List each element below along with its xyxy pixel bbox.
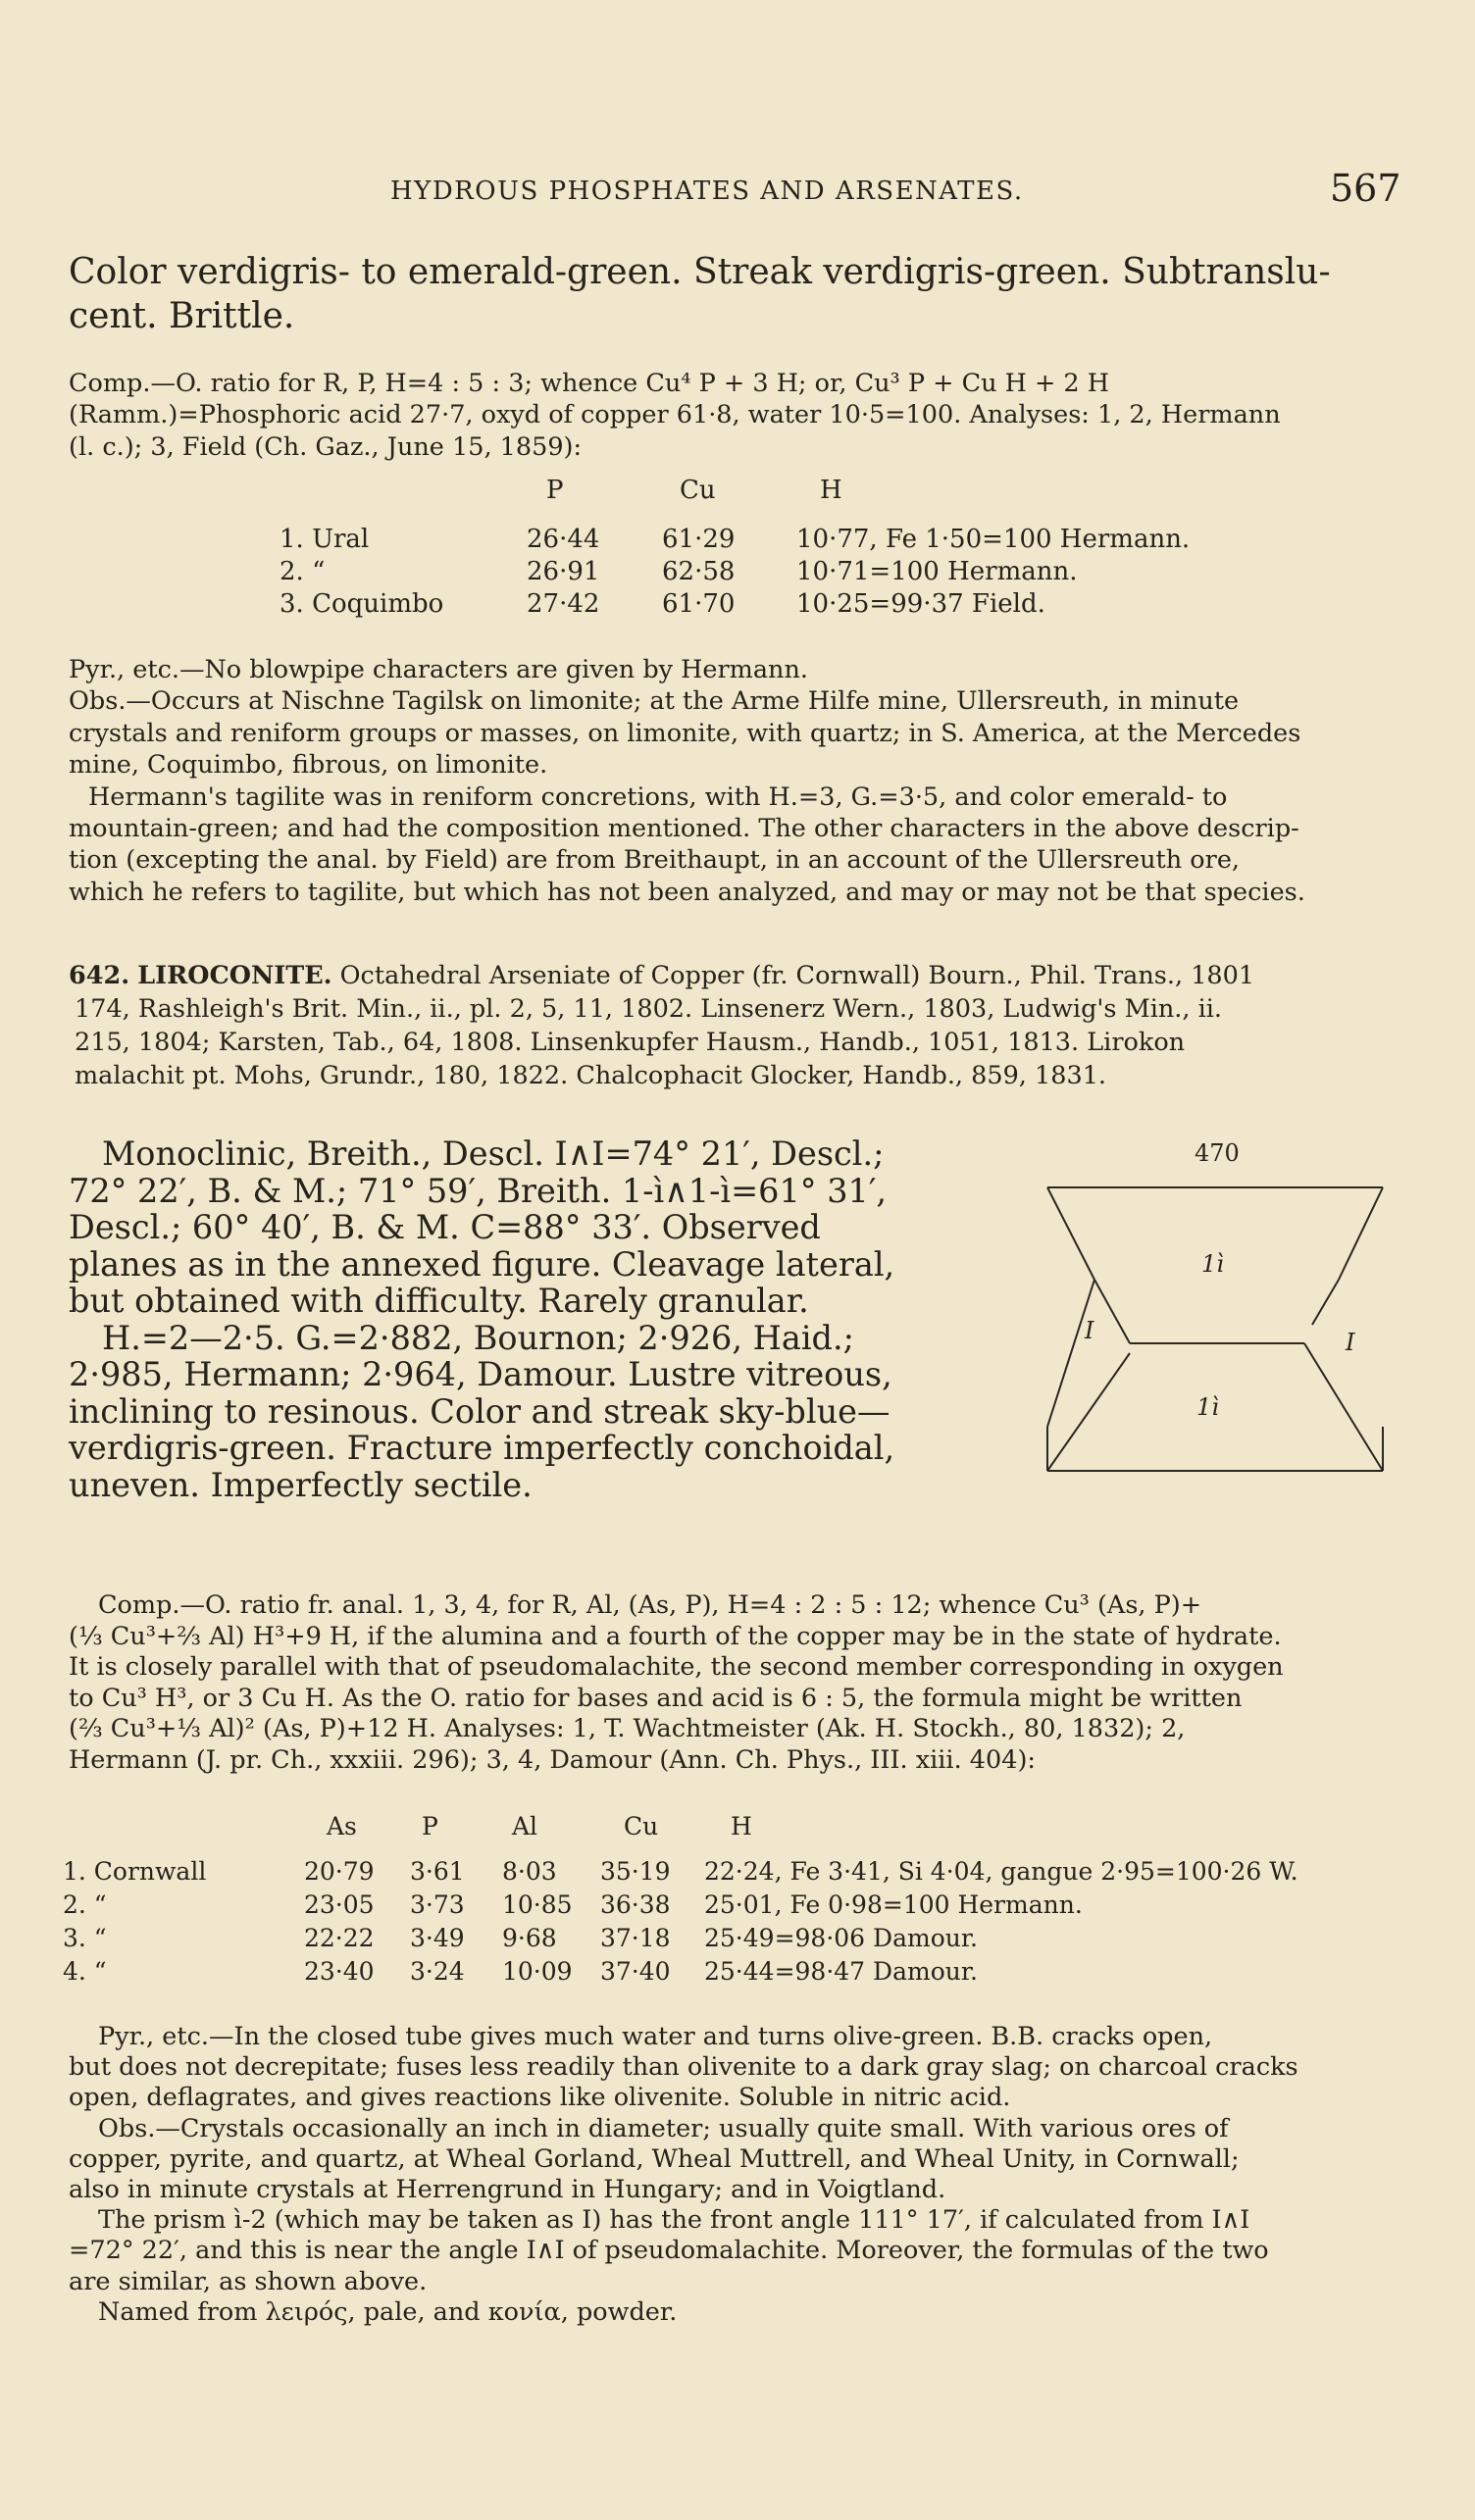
table-cell: 25·01, Fe 0·98=100 Hermann. bbox=[704, 1890, 1083, 1919]
text-line: Monoclinic, Breith., Descl. I∧I=74° 21′, Descl.; bbox=[102, 1134, 885, 1173]
composition-paragraph-1 bbox=[69, 368, 1281, 463]
text-line: Comp.—O. ratio fr. anal. 1, 3, 4, for R, Al, (As, P), H=4 : 2 : 5 : 12; whence Cu³ (As, P)+ bbox=[98, 1590, 1202, 1620]
table-cell: 8·03 bbox=[502, 1857, 557, 1886]
figure-edge bbox=[1312, 1280, 1339, 1325]
figure-edge bbox=[1047, 1353, 1130, 1471]
text-line: also in minute crystals at Herrengrund in Hungary; and in Voigtland. bbox=[69, 2175, 946, 2205]
column-header: P bbox=[546, 476, 564, 505]
row-label: 3. “ bbox=[63, 1924, 107, 1952]
table-cell: 23·05 bbox=[304, 1890, 375, 1919]
table-cell: 22·22 bbox=[304, 1924, 375, 1952]
text-line: mine, Coquimbo, fibrous, on limonite. bbox=[69, 750, 548, 781]
text-line: crystals and reniform groups or masses, on limonite, with quartz; in S. America, at the Mercedes bbox=[69, 718, 1301, 748]
table-cell: 10·71=100 Hermann. bbox=[796, 557, 1078, 586]
column-header: Cu bbox=[680, 476, 716, 505]
figure-label-bottom: 1ì bbox=[1196, 1393, 1219, 1421]
table-cell: 22·24, Fe 3·41, Si 4·04, gangue 2·95=100·26 W. bbox=[704, 1857, 1298, 1886]
synonymy-text: Octahedral Arseniate of Copper (fr. Cornwall) Bourn., Phil. Trans., 1801 bbox=[339, 961, 1255, 990]
text-line: 72° 22′, B. & M.; 71° 59′, Breith. 1-ì∧1-ì=61° 31′, bbox=[69, 1171, 888, 1210]
table-cell: 3·24 bbox=[410, 1957, 465, 1986]
species-number: 642. bbox=[69, 961, 130, 990]
column-header: Al bbox=[512, 1812, 538, 1840]
table-cell: 26·44 bbox=[527, 525, 600, 554]
row-label: 3. Coquimbo bbox=[280, 589, 444, 619]
table-cell: 35·19 bbox=[600, 1857, 671, 1886]
species-name: LIROCONITE. bbox=[137, 961, 332, 990]
table-cell: 3·49 bbox=[410, 1924, 465, 1952]
table-cell: 37·18 bbox=[600, 1924, 671, 1952]
figure-number: 470 bbox=[1195, 1139, 1240, 1167]
figure-edge bbox=[1047, 1187, 1094, 1280]
table-cell: 3·73 bbox=[410, 1890, 465, 1919]
row-label: 2. “ bbox=[280, 557, 326, 586]
text-line: Color verdigris- to emerald-green. Streak verdigris-green. Subtranslu- bbox=[69, 252, 1331, 292]
text-line: (l. c.); 3, Field (Ch. Gaz., June 15, 1859): bbox=[69, 431, 583, 462]
synonymy-line: malachit pt. Mohs, Grundr., 180, 1822. Chalcophacit Glocker, Handb., 859, 1831. bbox=[75, 1061, 1107, 1090]
crystal-description bbox=[69, 1135, 894, 1503]
figure-edge bbox=[1304, 1343, 1383, 1471]
text-line: (Ramm.)=Phosphoric acid 27·7, oxyd of copper 61·8, water 10·5=100. Analyses: 1, 2, Hermann bbox=[69, 400, 1281, 430]
table-cell: 25·44=98·47 Damour. bbox=[704, 1957, 978, 1986]
row-label: 4. “ bbox=[63, 1957, 107, 1986]
text-line: uneven. Imperfectly sectile. bbox=[69, 1465, 533, 1504]
table-cell: 61·70 bbox=[662, 589, 736, 619]
column-header: Cu bbox=[624, 1812, 659, 1840]
analysis-table-2 bbox=[0, 1812, 1475, 1998]
text-line: Obs.—Crystals occasionally an inch in diameter; usually quite small. With various ores of bbox=[98, 2113, 1229, 2143]
text-line: to Cu³ H³, or 3 Cu H. As the O. ratio for bases and acid is 6 : 5, the formula might be written bbox=[69, 1683, 1243, 1713]
table-cell: 27·42 bbox=[527, 589, 600, 619]
text-line: verdigris-green. Fracture imperfectly conchoidal, bbox=[69, 1429, 895, 1467]
table-cell: 9·68 bbox=[502, 1924, 557, 1952]
table-cell: 10·09 bbox=[502, 1957, 573, 1986]
column-header: P bbox=[422, 1812, 438, 1840]
text-line: cent. Brittle. bbox=[69, 296, 295, 336]
row-label: 1. Ural bbox=[280, 525, 370, 554]
text-line: Hermann (J. pr. Ch., xxxiii. 296); 3, 4, Damour (Ann. Ch. Phys., III. xiii. 404): bbox=[69, 1744, 1036, 1775]
figure-edge bbox=[1094, 1280, 1130, 1343]
column-header: As bbox=[327, 1812, 357, 1840]
figure-label-top: 1ì bbox=[1201, 1250, 1224, 1278]
analysis-table-1 bbox=[0, 476, 1475, 632]
figure-edge bbox=[1047, 1280, 1094, 1427]
text-line: Descl.; 60° 40′, B. & M. C=88° 33′. Observed bbox=[69, 1208, 821, 1246]
table-cell: 10·85 bbox=[502, 1890, 573, 1919]
figure-label-right: I bbox=[1346, 1329, 1355, 1356]
text-line: Pyr., etc.—In the closed tube gives much water and turns olive-green. B.B. cracks open, bbox=[98, 2022, 1213, 2051]
text-line: =72° 22′, and this is near the angle I∧I of pseudomalachite. Moreover, the formulas of the two bbox=[69, 2236, 1269, 2266]
synonymy-line: 174, Rashleigh's Brit. Min., ii., pl. 2, 5, 11, 1802. Linsenerz Wern., 1803, Ludwig's Min., ii. bbox=[75, 994, 1223, 1024]
table-cell: 10·25=99·37 Field. bbox=[796, 589, 1045, 619]
column-header: H bbox=[731, 1812, 752, 1840]
pyrognostics-paragraph-2 bbox=[69, 2022, 1298, 2328]
text-line: but obtained with difficulty. Rarely granular. bbox=[69, 1282, 809, 1320]
page-number: 567 bbox=[1330, 167, 1401, 210]
text-line: H.=2—2·5. G.=2·882, Bournon; 2·926, Haid.; bbox=[102, 1318, 854, 1357]
table-cell: 26·91 bbox=[527, 557, 600, 586]
table-cell: 62·58 bbox=[662, 557, 736, 586]
text-line: which he refers to tagilite, but which has not been analyzed, and may or may not be that species. bbox=[69, 877, 1305, 907]
table-cell: 36·38 bbox=[600, 1890, 671, 1919]
pyrognostics-paragraph-1 bbox=[69, 654, 1305, 908]
text-line: Obs.—Occurs at Nischne Tagilsk on limonite; at the Arme Hilfe mine, Ullersreuth, in minute bbox=[69, 686, 1240, 717]
running-header: HYDROUS PHOSPHATES AND ARSENATES. bbox=[390, 176, 1024, 206]
figure-edge bbox=[1339, 1187, 1383, 1280]
text-line: inclining to resinous. Color and streak sky-blue— bbox=[69, 1391, 890, 1431]
text-line: Comp.—O. ratio for R, P, H=4 : 5 : 3; whence Cu⁴ P + 3 H; or, Cu³ P + Cu H + 2 H bbox=[69, 369, 1110, 398]
table-cell: 10·77, Fe 1·50=100 Hermann. bbox=[796, 525, 1191, 554]
table-cell: 20·79 bbox=[304, 1857, 375, 1886]
text-line: but does not decrepitate; fuses less readily than olivenite to a dark gray slag; on charcoal cracks bbox=[69, 2052, 1298, 2083]
column-header: H bbox=[820, 476, 842, 505]
text-line: The prism ì-2 (which may be taken as I) has the front angle 111° 17′, if calculated from I∧I bbox=[98, 2205, 1250, 2236]
composition-paragraph-2 bbox=[69, 1590, 1284, 1776]
table-cell: 25·49=98·06 Damour. bbox=[704, 1924, 978, 1952]
synonymy-line: 215, 1804; Karsten, Tab., 64, 1808. Linsenkupfer Hausm., Handb., 1051, 1813. Lirokon bbox=[75, 1028, 1186, 1057]
text-line: are similar, as shown above. bbox=[69, 2266, 428, 2296]
text-line: Hermann's tagilite was in reniform concretions, with H.=3, G.=3·5, and color emerald- to bbox=[88, 781, 1228, 812]
text-line: tion (excepting the anal. by Field) are from Breithaupt, in an account of the Ullersreuth ore, bbox=[69, 845, 1241, 876]
table-cell: 37·40 bbox=[600, 1957, 671, 1986]
row-label: 2. “ bbox=[63, 1890, 107, 1919]
table-cell: 3·61 bbox=[410, 1857, 465, 1886]
text-line: copper, pyrite, and quartz, at Wheal Gorland, Wheal Muttrell, and Wheal Unity, in Cornwall; bbox=[69, 2143, 1240, 2174]
text-line: Pyr., etc.—No blowpipe characters are given by Hermann. bbox=[69, 655, 809, 684]
crystal-figure bbox=[1040, 1182, 1393, 1476]
text-line: (⅔ Cu³+⅓ Al)² (As, P)+12 H. Analyses: 1, T. Wachtmeister (Ak. H. Stockh., 80, 1832); 2, bbox=[69, 1714, 1186, 1743]
text-line: 2·985, Hermann; 2·964, Damour. Lustre vitreous, bbox=[69, 1355, 892, 1393]
text-line: open, deflagrates, and gives reactions like olivenite. Soluble in nitric acid. bbox=[69, 2083, 1011, 2113]
table-cell: 23·40 bbox=[304, 1957, 375, 1986]
table-cell: 61·29 bbox=[662, 525, 736, 554]
text-line: planes as in the annexed figure. Cleavage lateral, bbox=[69, 1244, 895, 1284]
text-line: mountain-green; and had the composition mentioned. The other characters in the above descrip- bbox=[69, 814, 1299, 844]
row-label: 1. Cornwall bbox=[63, 1857, 207, 1886]
text-line: Named from λειρός, pale, and κονία, powder. bbox=[98, 2296, 678, 2327]
species-heading bbox=[69, 959, 1254, 1092]
text-line: (⅓ Cu³+⅔ Al) H³+9 H, if the alumina and a fourth of the copper may be in the state of hydrate. bbox=[69, 1621, 1282, 1651]
text-line: It is closely parallel with that of pseudomalachite, the second member corresponding in oxygen bbox=[69, 1652, 1284, 1682]
intro-paragraph bbox=[69, 250, 1331, 338]
figure-label-left: I bbox=[1085, 1317, 1094, 1344]
